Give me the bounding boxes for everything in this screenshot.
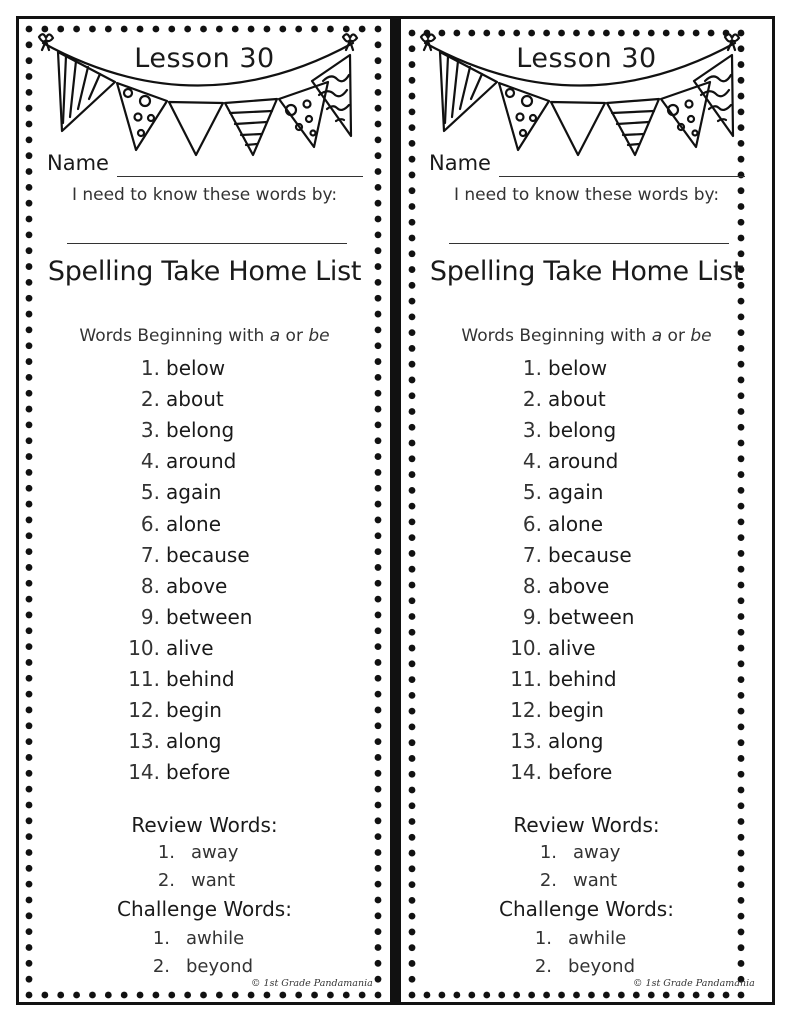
subtitle-prefix: Words Beginning with: [79, 326, 270, 346]
subtitle-be: be: [690, 326, 712, 346]
name-input-line[interactable]: [499, 176, 745, 177]
spelling-word: begin: [166, 698, 222, 723]
subtitle-mid: or: [662, 326, 691, 346]
word-list-item: [504, 510, 724, 538]
word-list-subtitle: [401, 326, 772, 346]
item-number: 8.: [140, 573, 160, 598]
word-list-item: [122, 634, 342, 662]
spelling-card-right: [401, 19, 772, 1002]
word-list-item: [122, 758, 342, 786]
copyright-notice: © 1st Grade Pandamania: [251, 978, 373, 989]
deadline-input-line[interactable]: [67, 243, 347, 244]
item-number: 8.: [522, 573, 542, 598]
challenge-words-heading: Challenge Words:: [499, 897, 674, 921]
subtitle-prefix: Words Beginning with: [461, 326, 652, 346]
item-number: 3.: [140, 418, 160, 443]
spelling-card-left: [19, 19, 390, 1002]
spelling-word: between: [166, 604, 253, 629]
item-number: 3.: [522, 418, 542, 443]
item-number: 2.: [152, 955, 170, 977]
spelling-word: between: [548, 604, 635, 629]
word-list-item: [122, 727, 342, 755]
spelling-word: before: [548, 760, 613, 785]
spelling-word: alive: [166, 635, 214, 660]
subtitle-a: a: [651, 326, 663, 346]
item-number: 1.: [140, 356, 160, 380]
challenge_words-item: [144, 954, 344, 980]
item-number: 13.: [128, 729, 160, 754]
item-number: 2.: [522, 387, 542, 412]
word-list-item: [122, 603, 342, 631]
word-list-item: [504, 416, 724, 444]
spelling-word: belong: [166, 418, 235, 443]
spelling-word: want: [191, 869, 236, 891]
item-number: 1.: [534, 928, 552, 949]
spelling-word: because: [548, 542, 632, 567]
item-number: 5.: [140, 480, 160, 505]
name-label: Name: [429, 151, 491, 175]
word-list-item: [504, 665, 724, 693]
challenge_words-item: [526, 926, 726, 952]
word-list-item: [122, 354, 342, 382]
item-number: 6.: [140, 511, 160, 536]
spelling-word: begin: [548, 698, 604, 723]
item-number: 7.: [140, 542, 160, 567]
item-number: 10.: [510, 635, 542, 660]
deadline-input-line[interactable]: [449, 243, 729, 244]
lesson-number: Lesson 30: [134, 43, 275, 74]
item-number: 12.: [510, 698, 542, 723]
word-list-item: [504, 727, 724, 755]
spelling-word: again: [166, 480, 222, 505]
spelling-word: along: [548, 729, 604, 754]
item-number: 5.: [522, 480, 542, 505]
item-number: 11.: [510, 667, 542, 691]
spelling-word: beyond: [568, 955, 635, 977]
item-number: 12.: [128, 698, 160, 723]
deadline-prompt: I need to know these words by:: [71, 185, 338, 205]
item-number: 9.: [140, 604, 160, 629]
word-list-item: [122, 385, 342, 413]
word-list-item: [504, 478, 724, 506]
spelling-word: alone: [548, 511, 604, 536]
spelling-word: around: [548, 449, 619, 474]
spelling-word: behind: [166, 667, 235, 691]
word-list-item: [504, 447, 724, 475]
item-number: 4.: [140, 449, 160, 474]
item-number: 11.: [128, 667, 160, 691]
spelling-word: along: [166, 729, 222, 754]
word-list-item: [122, 416, 342, 444]
item-number: 1.: [152, 928, 170, 949]
word-list-item: [122, 447, 342, 475]
spelling-word: above: [166, 573, 228, 598]
word-list-item: [504, 354, 724, 382]
review-words-heading: Review Words:: [131, 813, 278, 837]
lesson-number: Lesson 30: [516, 43, 657, 74]
word-list-item: [504, 541, 724, 569]
spelling-word: around: [166, 449, 237, 474]
review_words-item: [531, 868, 731, 894]
name-label: Name: [47, 151, 109, 175]
word-list-item: [504, 758, 724, 786]
deadline-prompt: I need to know these words by:: [453, 185, 720, 205]
spelling-word: beyond: [186, 955, 253, 977]
item-number: 1.: [522, 356, 542, 380]
item-number: 1.: [539, 842, 557, 863]
spelling-word: again: [548, 480, 604, 505]
word-list-item: [122, 510, 342, 538]
copyright-notice: © 1st Grade Pandamania: [633, 978, 755, 989]
spelling-word: want: [573, 869, 618, 891]
review-words-heading: Review Words:: [513, 813, 660, 837]
item-number: 14.: [510, 760, 542, 785]
word-list-subtitle: [19, 326, 390, 346]
item-number: 13.: [510, 729, 542, 754]
spelling-word: away: [191, 842, 239, 863]
spelling-word: alive: [548, 635, 596, 660]
subtitle-a: a: [269, 326, 281, 346]
item-number: 9.: [522, 604, 542, 629]
word-list-item: [504, 603, 724, 631]
challenge_words-item: [144, 926, 344, 952]
challenge-words-heading: Challenge Words:: [117, 897, 292, 921]
review_words-item: [149, 840, 349, 866]
spelling-word: alone: [166, 511, 222, 536]
word-list-item: [122, 665, 342, 693]
item-number: 6.: [522, 511, 542, 536]
word-list-item: [504, 696, 724, 724]
spelling-word: before: [166, 760, 231, 785]
item-number: 2.: [539, 869, 557, 891]
item-number: 2.: [140, 387, 160, 412]
page-title: Spelling Take Home List: [47, 256, 362, 287]
page-title: Spelling Take Home List: [429, 256, 744, 287]
item-number: 10.: [128, 635, 160, 660]
spelling-word: awhile: [186, 928, 245, 949]
name-input-line[interactable]: [117, 176, 363, 177]
challenge_words-item: [526, 954, 726, 980]
word-list-item: [122, 541, 342, 569]
word-list-item: [504, 385, 724, 413]
item-number: 2.: [157, 869, 175, 891]
word-list-item: [122, 696, 342, 724]
spelling-word: away: [573, 842, 621, 863]
spelling-word: below: [548, 356, 608, 380]
review_words-item: [531, 840, 731, 866]
spelling-word: about: [548, 387, 606, 412]
word-list-item: [122, 572, 342, 600]
word-list-item: [504, 634, 724, 662]
review_words-item: [149, 868, 349, 894]
item-number: 4.: [522, 449, 542, 474]
word-list-item: [504, 572, 724, 600]
spelling-word: behind: [548, 667, 617, 691]
spelling-word: belong: [548, 418, 617, 443]
spelling-word: above: [548, 573, 610, 598]
subtitle-be: be: [308, 326, 330, 346]
word-list-item: [122, 478, 342, 506]
spelling-word: because: [166, 542, 250, 567]
subtitle-mid: or: [280, 326, 309, 346]
card-divider: [390, 16, 401, 1005]
spelling-word: below: [166, 356, 226, 380]
spelling-word: awhile: [568, 928, 627, 949]
item-number: 2.: [534, 955, 552, 977]
spelling-word: about: [166, 387, 224, 412]
item-number: 14.: [128, 760, 160, 785]
item-number: 1.: [157, 842, 175, 863]
item-number: 7.: [522, 542, 542, 567]
